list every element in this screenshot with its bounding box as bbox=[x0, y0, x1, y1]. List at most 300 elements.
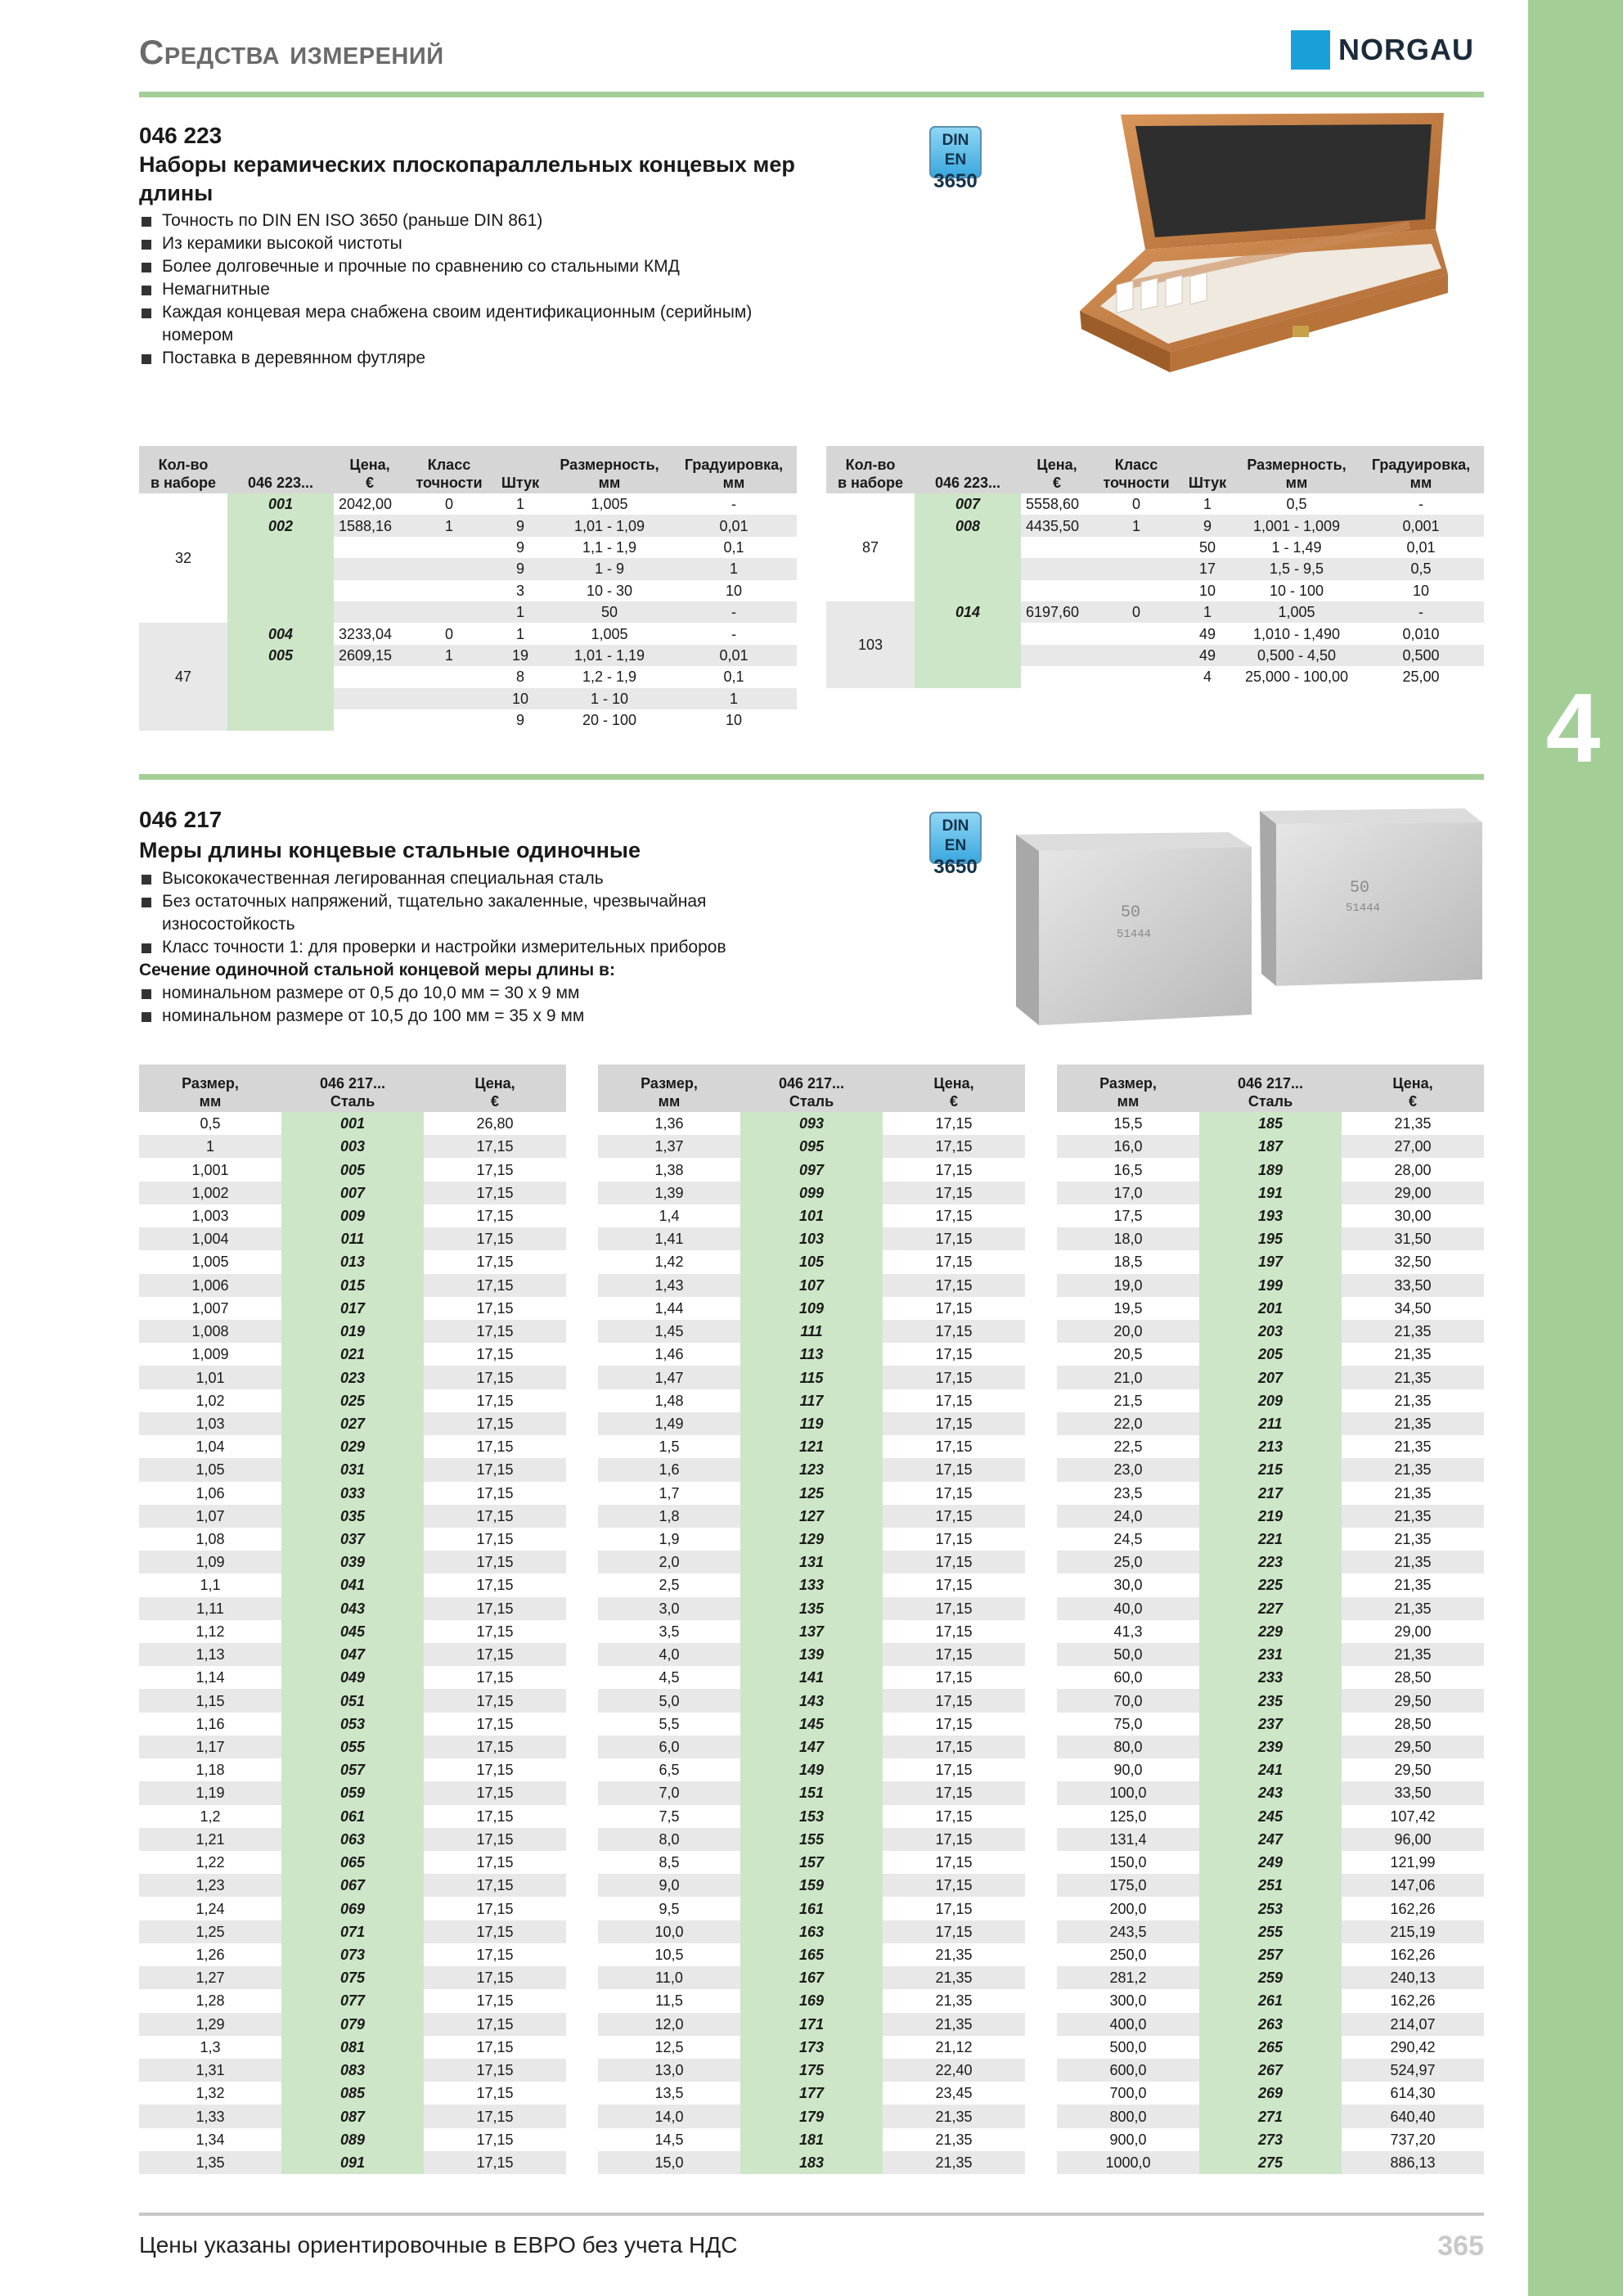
table-row bbox=[598, 1297, 1025, 1320]
article-code: 041 bbox=[281, 1573, 424, 1596]
article-code: 227 bbox=[1199, 1597, 1342, 1620]
size-cell: 10,0 bbox=[598, 1920, 740, 1943]
article-code: 253 bbox=[1199, 1897, 1342, 1920]
price-cell: 17,15 bbox=[424, 1966, 566, 1989]
table-row bbox=[598, 1505, 1025, 1528]
article-code: 181 bbox=[740, 2128, 883, 2151]
article-code: 177 bbox=[740, 2082, 883, 2105]
table-row bbox=[139, 2082, 566, 2105]
table-cell: 1588,16 bbox=[334, 515, 406, 536]
size-cell: 60,0 bbox=[1113, 1669, 1143, 1686]
size-cell: 1,6 bbox=[598, 1458, 740, 1481]
table-row bbox=[598, 1805, 1025, 1828]
article-code: 103 bbox=[740, 1227, 883, 1250]
size-cell: 10,5 bbox=[654, 1946, 684, 1963]
size-cell: 1,008 bbox=[139, 1320, 281, 1343]
size-cell: 1,31 bbox=[139, 2059, 281, 2082]
price-cell: 17,15 bbox=[883, 1736, 1025, 1758]
table-cell bbox=[1093, 580, 1180, 601]
size-cell: 41,3 bbox=[1113, 1623, 1143, 1640]
table-row bbox=[598, 1897, 1025, 1920]
set-quantity: 47 bbox=[139, 623, 227, 731]
set-table-left bbox=[139, 446, 797, 731]
size-cell: 25,0 bbox=[1057, 1551, 1199, 1573]
price-cell: 17,15 bbox=[476, 2131, 514, 2148]
product-code: 046 217 bbox=[139, 807, 223, 832]
price-cell: 28,50 bbox=[1394, 1715, 1432, 1732]
size-cell: 1,3 bbox=[200, 2038, 221, 2055]
article-code: 115 bbox=[740, 1366, 883, 1389]
size-cell: 1,26 bbox=[196, 1946, 225, 1963]
size-cell: 400,0 bbox=[1057, 2013, 1199, 2036]
size-cell: 30,0 bbox=[1113, 1577, 1143, 1594]
size-cell: 1,28 bbox=[196, 1992, 225, 2010]
price-cell: 17,15 bbox=[424, 2013, 566, 2036]
size-cell: 24,0 bbox=[1057, 1505, 1199, 1528]
table-row bbox=[139, 1135, 566, 1158]
article-code: 203 bbox=[1199, 1320, 1342, 1343]
size-cell: 1,46 bbox=[654, 1346, 684, 1363]
table-row bbox=[139, 2013, 566, 2036]
table-cell bbox=[1093, 666, 1180, 687]
table-cell: 9 bbox=[492, 558, 548, 579]
table-row bbox=[598, 1551, 1025, 1573]
size-cell: 12,5 bbox=[654, 2038, 684, 2055]
price-cell: 17,15 bbox=[424, 2151, 566, 2174]
size-cell: 200,0 bbox=[1109, 1900, 1147, 1917]
size-cell: 19,0 bbox=[1057, 1274, 1199, 1297]
table-cell: 9 bbox=[492, 537, 548, 558]
price-cell: 17,15 bbox=[935, 1577, 973, 1594]
badge-line1: DIN EN bbox=[942, 817, 969, 854]
table-row bbox=[139, 1874, 566, 1897]
article-code: 085 bbox=[281, 2082, 424, 2105]
column-header: 046 217... Сталь bbox=[740, 1065, 883, 1112]
table-cell: 0 bbox=[1093, 601, 1180, 623]
column-header: Кол-во в наборе bbox=[826, 446, 915, 493]
article-code: 051 bbox=[281, 1689, 424, 1712]
price-cell: 17,15 bbox=[935, 1669, 973, 1686]
article-code: 037 bbox=[281, 1528, 424, 1551]
column-header: 046 217... Сталь bbox=[281, 1065, 424, 1112]
price-cell: 21,35 bbox=[1394, 1577, 1432, 1594]
article-code: 161 bbox=[740, 1897, 883, 1920]
table-cell bbox=[406, 666, 492, 687]
size-cell: 1,22 bbox=[196, 1854, 225, 1871]
table-row bbox=[139, 1482, 566, 1505]
article-code: 125 bbox=[740, 1482, 883, 1505]
article-code: 031 bbox=[281, 1458, 424, 1481]
table-row bbox=[139, 1227, 566, 1250]
size-cell: 1 bbox=[139, 1135, 281, 1158]
table-row bbox=[139, 1551, 566, 1573]
table-cell: 10 bbox=[492, 688, 548, 709]
table-row bbox=[139, 2151, 566, 2174]
article-code: 213 bbox=[1199, 1435, 1342, 1458]
price-cell: 34,50 bbox=[1394, 1299, 1432, 1317]
size-cell: 24,5 bbox=[1113, 1531, 1143, 1548]
article-code: 073 bbox=[281, 1943, 424, 1966]
article-code: 163 bbox=[740, 1920, 883, 1943]
price-cell: 21,12 bbox=[935, 2038, 973, 2055]
product-title: Меры длины концевые стальные одиночные bbox=[139, 838, 641, 862]
article-code: 265 bbox=[1199, 2036, 1342, 2059]
size-cell: 4,5 bbox=[659, 1669, 680, 1686]
badge-line2: 3650 bbox=[933, 856, 978, 878]
price-cell: 17,15 bbox=[935, 1762, 973, 1779]
price-cell: 17,15 bbox=[883, 1920, 1025, 1943]
price-cell: 17,15 bbox=[424, 2105, 566, 2127]
price-cell: 17,15 bbox=[424, 1458, 566, 1481]
table-row bbox=[598, 1781, 1025, 1804]
article-code: 055 bbox=[281, 1736, 424, 1758]
size-cell: 1,2 bbox=[200, 1808, 221, 1825]
article-code bbox=[227, 666, 334, 687]
price-cell: 21,35 bbox=[1342, 1320, 1484, 1343]
article-code: 013 bbox=[281, 1250, 424, 1273]
article-code: 004 bbox=[227, 623, 334, 644]
price-cell: 17,15 bbox=[424, 1274, 566, 1297]
price-cell: 21,35 bbox=[883, 1966, 1025, 1989]
table-cell: 1,01 - 1,09 bbox=[548, 515, 671, 536]
table-row bbox=[1057, 1274, 1484, 1297]
table-cell: 1,5 - 9,5 bbox=[1235, 558, 1358, 579]
table-cell: 1 - 9 bbox=[548, 558, 671, 579]
side-tab-strip bbox=[1523, 0, 1623, 2296]
size-cell: 1,43 bbox=[598, 1274, 740, 1297]
table-row bbox=[139, 709, 797, 731]
article-code: 075 bbox=[281, 1966, 424, 1989]
table-row bbox=[598, 2036, 1025, 2059]
table-row bbox=[598, 1227, 1025, 1250]
price-cell: 17,15 bbox=[424, 1320, 566, 1343]
size-cell: 16,0 bbox=[1057, 1135, 1199, 1158]
size-cell: 1,47 bbox=[598, 1366, 740, 1389]
size-cell: 150,0 bbox=[1109, 1854, 1147, 1871]
price-cell: 17,15 bbox=[883, 1135, 1025, 1158]
article-code: 157 bbox=[740, 1851, 883, 1874]
table-row bbox=[1057, 1182, 1484, 1204]
table-cell bbox=[1021, 623, 1093, 644]
article-code: 113 bbox=[740, 1343, 883, 1366]
article-code: 047 bbox=[281, 1643, 424, 1666]
article-code: 009 bbox=[281, 1204, 424, 1227]
table-cell bbox=[334, 580, 406, 601]
size-cell: 1,45 bbox=[598, 1320, 740, 1343]
table-row bbox=[598, 2059, 1025, 2082]
price-cell: 17,15 bbox=[883, 1597, 1025, 1620]
table-row bbox=[1057, 1458, 1484, 1481]
table-cell: 1 bbox=[406, 515, 492, 536]
article-code bbox=[915, 623, 1021, 644]
price-cell: 17,15 bbox=[935, 1484, 973, 1501]
size-cell: 1,003 bbox=[191, 1207, 229, 1224]
article-code: 043 bbox=[281, 1597, 424, 1620]
table-row bbox=[139, 666, 797, 687]
table-cell: 19 bbox=[492, 645, 548, 666]
article-code: 001 bbox=[281, 1112, 424, 1135]
table-cell bbox=[1021, 645, 1093, 666]
table-cell bbox=[334, 537, 406, 558]
table-cell: 50 bbox=[548, 601, 671, 623]
table-cell: 1,005 bbox=[1235, 601, 1358, 623]
article-code: 121 bbox=[740, 1435, 883, 1458]
table-row bbox=[139, 1297, 566, 1320]
price-cell: 21,35 bbox=[883, 2013, 1025, 2036]
article-code: 171 bbox=[740, 2013, 883, 2036]
size-cell: 11,0 bbox=[598, 1966, 740, 1989]
feature-item: Высококачественная легированная специальная сталь bbox=[139, 867, 810, 890]
article-code: 127 bbox=[740, 1505, 883, 1528]
table-row bbox=[139, 1966, 566, 1989]
price-cell: 107,42 bbox=[1390, 1808, 1436, 1825]
size-cell: 1,23 bbox=[139, 1874, 281, 1897]
column-header: Кол-во в наборе bbox=[139, 446, 227, 493]
price-cell: 21,35 bbox=[1394, 1531, 1432, 1548]
article-code: 117 bbox=[740, 1389, 883, 1412]
article-code: 155 bbox=[740, 1828, 883, 1851]
size-cell: 13,5 bbox=[654, 2085, 684, 2102]
table-row bbox=[1057, 1897, 1484, 1920]
price-cell: 17,15 bbox=[476, 1392, 514, 1409]
table-row bbox=[598, 1274, 1025, 1297]
article-code: 119 bbox=[740, 1412, 883, 1435]
table-row bbox=[139, 558, 797, 579]
table-cell: 10 bbox=[671, 580, 797, 601]
table-row bbox=[1057, 1482, 1484, 1505]
article-code: 049 bbox=[281, 1666, 424, 1689]
table-cell bbox=[406, 688, 492, 709]
article-code: 045 bbox=[281, 1620, 424, 1643]
table-cell: 1,010 - 1,490 bbox=[1235, 623, 1358, 644]
table-cell: 5558,60 bbox=[1021, 493, 1093, 515]
article-code: 087 bbox=[281, 2105, 424, 2127]
article-code: 015 bbox=[281, 1274, 424, 1297]
column-header: Штук bbox=[1180, 446, 1235, 493]
article-code: 035 bbox=[281, 1505, 424, 1528]
price-cell: 28,50 bbox=[1394, 1669, 1432, 1686]
article-code: 007 bbox=[915, 493, 1021, 515]
feature-item: Из керамики высокой чистоты bbox=[139, 232, 810, 255]
article-code: 193 bbox=[1199, 1204, 1342, 1227]
table-row bbox=[1057, 2013, 1484, 2036]
table-row bbox=[598, 1389, 1025, 1412]
size-cell: 1,44 bbox=[654, 1299, 684, 1317]
table-row bbox=[139, 2128, 566, 2151]
article-code: 063 bbox=[281, 1828, 424, 1851]
table-row bbox=[139, 1943, 566, 1966]
table-row bbox=[139, 601, 797, 623]
size-cell: 9,0 bbox=[598, 1874, 740, 1897]
table-cell: 17 bbox=[1180, 558, 1235, 579]
article-code: 239 bbox=[1199, 1736, 1342, 1758]
table-row bbox=[1057, 1643, 1484, 1666]
price-cell: 33,50 bbox=[1342, 1781, 1484, 1804]
price-cell: 17,15 bbox=[883, 1366, 1025, 1389]
table-row bbox=[139, 1389, 566, 1412]
block-size-marking: 50 bbox=[1350, 879, 1370, 898]
footer-note: Цены указаны ориентировочные в ЕВРО без учета НДС bbox=[139, 2232, 738, 2258]
price-cell: 17,15 bbox=[935, 1346, 973, 1363]
article-code: 017 bbox=[281, 1297, 424, 1320]
table-row bbox=[598, 1943, 1025, 1966]
table-row bbox=[598, 1573, 1025, 1596]
table-row bbox=[826, 493, 1484, 515]
price-cell: 29,00 bbox=[1394, 1623, 1432, 1640]
table-row bbox=[139, 1689, 566, 1712]
table-row bbox=[598, 1112, 1025, 1135]
size-cell: 16,5 bbox=[1113, 1161, 1143, 1178]
article-code: 205 bbox=[1199, 1343, 1342, 1366]
table-row bbox=[139, 688, 797, 709]
table-cell: 3 bbox=[492, 580, 548, 601]
table-cell: 3233,04 bbox=[334, 623, 406, 644]
article-code: 011 bbox=[281, 1227, 424, 1250]
size-cell: 8,5 bbox=[659, 1854, 680, 1871]
price-cell: 17,15 bbox=[424, 1135, 566, 1158]
table-row bbox=[139, 1989, 566, 2012]
column-header: 046 217... Сталь bbox=[1199, 1065, 1342, 1112]
table-cell: 9 bbox=[492, 515, 548, 536]
size-cell: 1,07 bbox=[139, 1505, 281, 1528]
article-code: 002 bbox=[227, 515, 334, 536]
table-cell: 1 - 10 bbox=[548, 688, 671, 709]
price-cell: 96,00 bbox=[1342, 1828, 1484, 1851]
din-en-3650-badge bbox=[929, 812, 982, 878]
article-code bbox=[227, 558, 334, 579]
price-cell: 29,50 bbox=[1394, 1762, 1432, 1779]
feature-item: Точность по DIN EN ISO 3650 (раньше DIN 861) bbox=[139, 209, 810, 232]
size-cell: 1,12 bbox=[196, 1623, 225, 1640]
size-cell: 1,13 bbox=[139, 1643, 281, 1666]
table-row bbox=[1057, 2128, 1484, 2151]
size-cell: 1,42 bbox=[654, 1254, 684, 1271]
table-cell: 0,1 bbox=[671, 537, 797, 558]
table-cell: 50 bbox=[1180, 537, 1235, 558]
price-cell: 17,15 bbox=[883, 1781, 1025, 1804]
table-cell: 9 bbox=[1180, 515, 1235, 536]
feature-list bbox=[139, 867, 810, 1028]
article-code: 191 bbox=[1199, 1182, 1342, 1204]
column-header: Размерность, мм bbox=[1235, 446, 1358, 493]
size-cell: 1,33 bbox=[139, 2105, 281, 2127]
table-row bbox=[598, 1666, 1025, 1689]
price-cell: 21,35 bbox=[1342, 1412, 1484, 1435]
price-cell: 17,15 bbox=[424, 1874, 566, 1897]
feature-item: Более долговечные и прочные по сравнению со стальными КМД bbox=[139, 255, 810, 278]
feature-list bbox=[139, 209, 810, 370]
price-cell: 21,35 bbox=[883, 2105, 1025, 2127]
table-row bbox=[1057, 1528, 1484, 1551]
table-row bbox=[1057, 1505, 1484, 1528]
article-code: 139 bbox=[740, 1643, 883, 1666]
size-cell: 1,7 bbox=[659, 1484, 680, 1501]
article-code: 237 bbox=[1199, 1713, 1342, 1736]
article-code: 275 bbox=[1199, 2151, 1342, 2174]
ceramic-gauge-set-case-image bbox=[1072, 106, 1456, 385]
table-cell bbox=[1093, 623, 1180, 644]
table-row bbox=[826, 558, 1484, 579]
size-cell: 7,5 bbox=[659, 1808, 680, 1825]
size-cell: 1,09 bbox=[139, 1551, 281, 1573]
article-code: 225 bbox=[1199, 1573, 1342, 1596]
article-code: 067 bbox=[281, 1874, 424, 1897]
table-row bbox=[1057, 1666, 1484, 1689]
article-code: 229 bbox=[1199, 1620, 1342, 1643]
feature-item: Класс точности 1: для проверки и настройки измерительных приборов bbox=[139, 936, 810, 959]
price-cell: 26,80 bbox=[476, 1115, 514, 1132]
table-row bbox=[139, 1620, 566, 1643]
article-code: 071 bbox=[281, 1920, 424, 1943]
article-code: 083 bbox=[281, 2059, 424, 2082]
table-cell: 0 bbox=[406, 623, 492, 644]
article-code: 145 bbox=[740, 1713, 883, 1736]
size-cell: 1,002 bbox=[139, 1182, 281, 1204]
size-cell: 70,0 bbox=[1057, 1689, 1199, 1712]
price-cell: 17,15 bbox=[476, 1900, 514, 1917]
article-code: 089 bbox=[281, 2128, 424, 2151]
article-code: 159 bbox=[740, 1874, 883, 1897]
size-cell: 80,0 bbox=[1057, 1736, 1199, 1758]
price-cell: 17,15 bbox=[476, 1715, 514, 1732]
article-code bbox=[227, 709, 334, 731]
size-cell: 700,0 bbox=[1109, 2085, 1147, 2102]
price-cell: 21,35 bbox=[1394, 1484, 1432, 1501]
table-row bbox=[1057, 1158, 1484, 1181]
article-code: 267 bbox=[1199, 2059, 1342, 2082]
article-code: 065 bbox=[281, 1851, 424, 1874]
price-cell: 17,15 bbox=[476, 1992, 514, 2010]
price-cell: 17,15 bbox=[424, 1736, 566, 1758]
article-code: 107 bbox=[740, 1274, 883, 1297]
size-cell: 1,21 bbox=[139, 1828, 281, 1851]
size-cell: 1,24 bbox=[196, 1900, 225, 1917]
block-serial-marking: 51444 bbox=[1117, 928, 1152, 941]
table-cell: 8 bbox=[492, 666, 548, 687]
table-row bbox=[598, 1643, 1025, 1666]
article-code: 027 bbox=[281, 1412, 424, 1435]
price-cell: 240,13 bbox=[1342, 1966, 1484, 1989]
table-row bbox=[598, 2013, 1025, 2036]
size-cell: 4,0 bbox=[598, 1643, 740, 1666]
price-cell: 17,15 bbox=[935, 1438, 973, 1456]
article-code: 137 bbox=[740, 1620, 883, 1643]
table-row bbox=[598, 1158, 1025, 1181]
table-row bbox=[139, 1781, 566, 1804]
table-row bbox=[826, 580, 1484, 601]
table-row bbox=[598, 1482, 1025, 1505]
table-row bbox=[598, 1435, 1025, 1458]
table-row bbox=[1057, 2151, 1484, 2174]
size-cell: 75,0 bbox=[1113, 1715, 1143, 1732]
table-row bbox=[598, 1758, 1025, 1781]
article-code: 079 bbox=[281, 2013, 424, 2036]
article-code: 245 bbox=[1199, 1805, 1342, 1828]
price-cell: 33,50 bbox=[1342, 1274, 1484, 1297]
size-cell: 50,0 bbox=[1057, 1643, 1199, 1666]
size-cell: 19,5 bbox=[1113, 1299, 1143, 1317]
table-cell bbox=[334, 709, 406, 731]
size-cell: 17,5 bbox=[1113, 1207, 1143, 1224]
table-cell: 20 - 100 bbox=[548, 709, 671, 731]
price-cell: 17,15 bbox=[424, 1689, 566, 1712]
size-cell: 3,0 bbox=[598, 1597, 740, 1620]
price-cell: 17,15 bbox=[476, 1946, 514, 1963]
table-row bbox=[139, 1274, 566, 1297]
table-cell: - bbox=[1358, 601, 1484, 623]
price-cell: 17,15 bbox=[476, 1161, 514, 1178]
article-code: 101 bbox=[740, 1204, 883, 1227]
